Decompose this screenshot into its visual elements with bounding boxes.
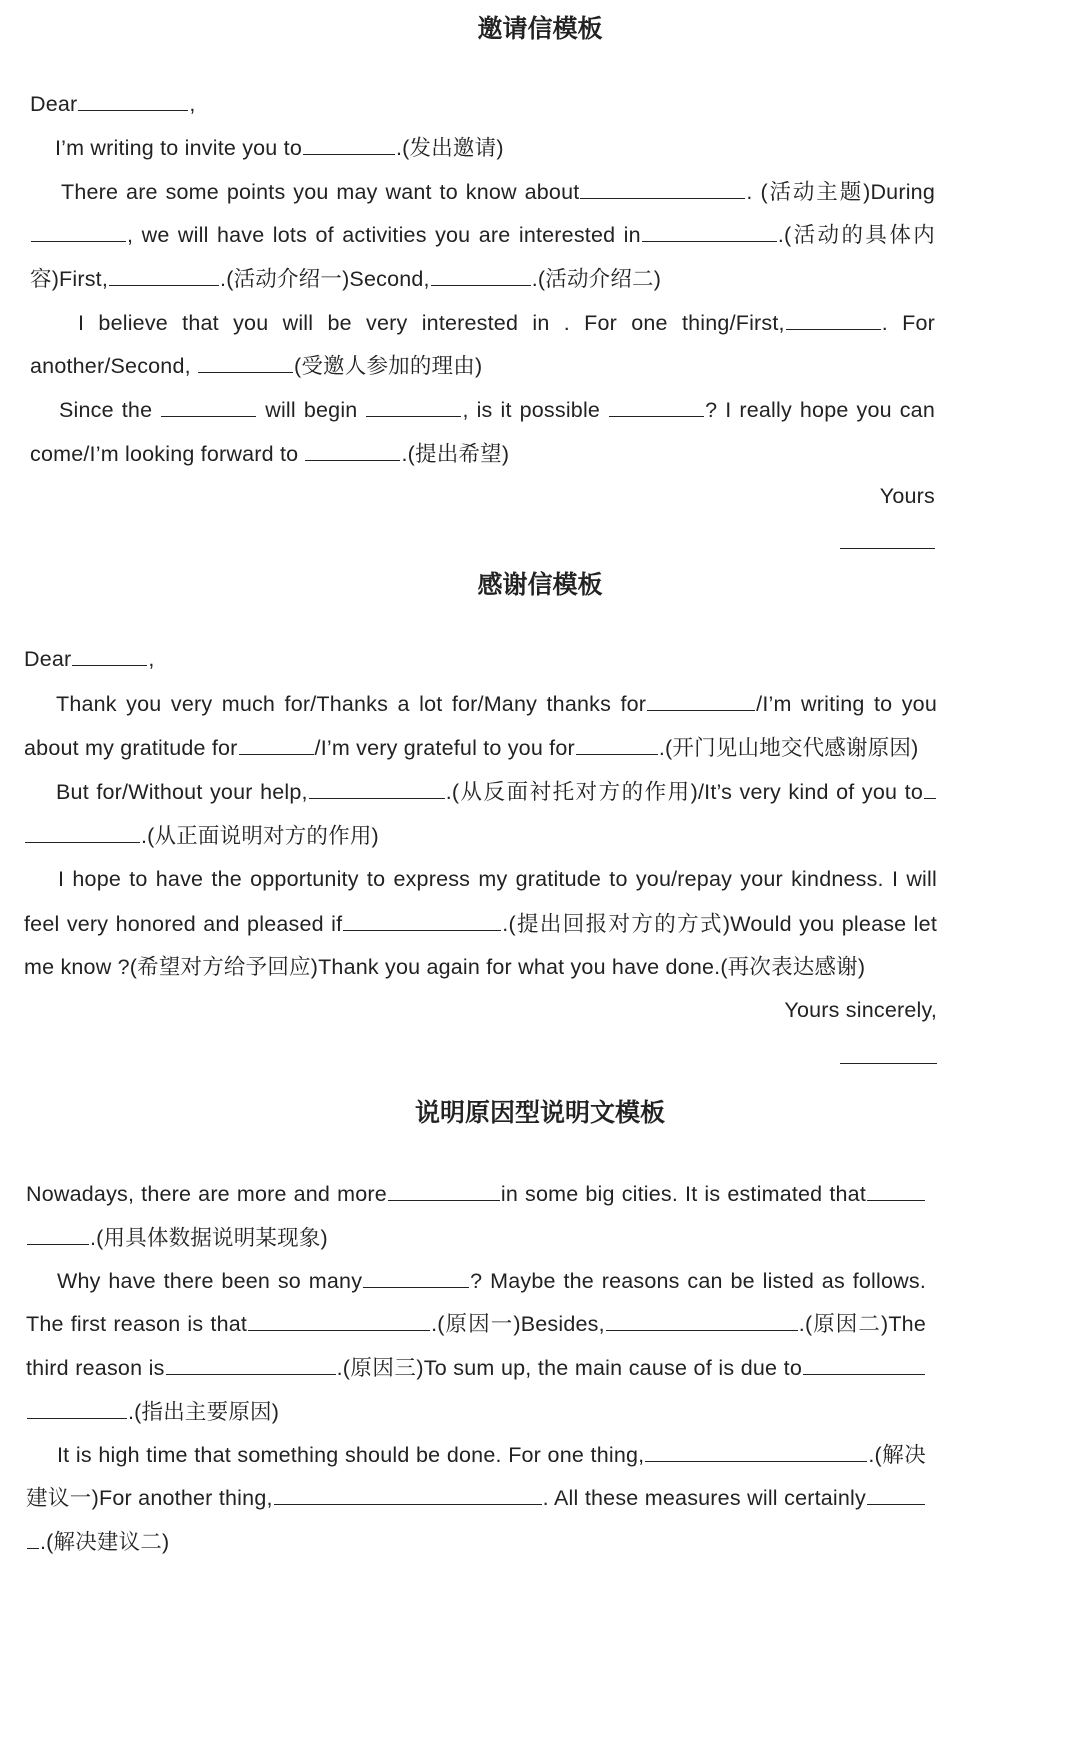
thanks-paragraph-2-line-1: But for/Without your help, .(从反面衬托对方的作用)/It’s very kind of you to bbox=[56, 776, 937, 806]
invitation-paragraph-2-line-2: , we will have lots of activities you are interested in .(活动的具体内 bbox=[30, 219, 935, 249]
blank bbox=[366, 394, 461, 417]
blank bbox=[786, 307, 881, 330]
explanation-paragraph-2-line-2: The first reason is that .(原因一)Besides, .(原因二)The bbox=[26, 1308, 926, 1338]
blank bbox=[343, 908, 501, 931]
invitation-paragraph-4-line-2: come/I’m looking forward to .(提出希望) bbox=[30, 438, 509, 468]
blank bbox=[803, 1352, 925, 1375]
explanation-title: 说明原因型说明文模板 bbox=[414, 1098, 665, 1127]
blank bbox=[198, 350, 293, 373]
blank bbox=[363, 1265, 469, 1288]
invitation-signature-blank bbox=[840, 548, 935, 549]
blank bbox=[166, 1352, 336, 1375]
blank bbox=[580, 176, 745, 199]
blank bbox=[609, 394, 704, 417]
blank bbox=[303, 132, 395, 155]
blank bbox=[274, 1482, 542, 1505]
blank bbox=[642, 219, 777, 242]
blank-recipient bbox=[72, 643, 147, 666]
blank bbox=[27, 1222, 89, 1245]
invitation-paragraph-3-line-1: I believe that you will be very interested in . For one thing/First, . For bbox=[78, 307, 935, 337]
thanks-paragraph-1-line-1: Thank you very much for/Thanks a lot for/Many thanks for /I’m writing to you bbox=[56, 688, 937, 718]
explanation-paragraph-1-line-2: .(用具体数据说明某现象) bbox=[26, 1222, 328, 1252]
blank bbox=[239, 732, 314, 755]
invitation-paragraph-1: I’m writing to invite you to .(发出邀请) bbox=[55, 132, 504, 162]
blank bbox=[305, 438, 400, 461]
thanks-greeting: Dear , bbox=[24, 643, 155, 673]
invitation-greeting: Dear , bbox=[30, 88, 196, 118]
blank bbox=[647, 688, 755, 711]
explanation-paragraph-1-line-1: Nowadays, there are more and more in some big cities. It is estimated that bbox=[26, 1178, 926, 1208]
blank bbox=[576, 732, 658, 755]
blank bbox=[109, 263, 219, 286]
thanks-paragraph-2-line-2: .(从正面说明对方的作用) bbox=[24, 820, 379, 850]
blank bbox=[606, 1308, 798, 1331]
blank bbox=[388, 1178, 500, 1201]
blank bbox=[161, 394, 256, 417]
explanation-paragraph-2-line-4: .(指出主要原因) bbox=[26, 1396, 279, 1426]
invitation-title: 邀请信模板 bbox=[477, 14, 603, 43]
thanks-paragraph-3-line-3: me know ?(希望对方给予回应)Thank you again for what you have done.(再次表达感谢) bbox=[24, 955, 866, 979]
blank bbox=[25, 820, 140, 843]
blank-recipient bbox=[78, 88, 188, 111]
thanks-signature-blank bbox=[840, 1063, 937, 1064]
explanation-paragraph-3-line-3: .(解决建议二) bbox=[26, 1526, 169, 1556]
blank bbox=[431, 263, 531, 286]
thanks-paragraph-3-line-2: feel very honored and pleased if .(提出回报对方的方式)Would you please let bbox=[24, 908, 937, 938]
invitation-paragraph-4-line-1: Since the will begin , is it possible ? I really hope you can bbox=[59, 394, 935, 424]
blank bbox=[27, 1396, 127, 1419]
blank bbox=[248, 1308, 430, 1331]
thanks-title: 感谢信模板 bbox=[477, 570, 603, 599]
thanks-paragraph-1-line-2: about my gratitude for /I’m very grateful to you for .(开门见山地交代感谢原因) bbox=[24, 732, 918, 762]
blank bbox=[31, 219, 126, 242]
invitation-closing: Yours bbox=[879, 484, 935, 508]
blank bbox=[645, 1439, 867, 1462]
invitation-paragraph-2-line-1: There are some points you may want to know about . (活动主题)During bbox=[61, 176, 935, 206]
blank bbox=[309, 776, 445, 799]
blank bbox=[867, 1482, 925, 1505]
explanation-paragraph-3-line-1: It is high time that something should be done. For one thing, .(解决 bbox=[57, 1439, 926, 1469]
blank bbox=[867, 1178, 925, 1201]
thanks-paragraph-3-line-1: I hope to have the opportunity to express my gratitude to you/repay your kindness. I will bbox=[58, 867, 937, 891]
blank bbox=[924, 776, 936, 799]
blank bbox=[27, 1526, 39, 1549]
explanation-paragraph-3-line-2: 建议一)For another thing, . All these measures will certainly bbox=[26, 1482, 926, 1512]
thanks-closing: Yours sincerely, bbox=[784, 998, 937, 1022]
invitation-paragraph-2-line-3: 容)First, .(活动介绍一)Second, .(活动介绍二) bbox=[30, 263, 661, 293]
explanation-paragraph-2-line-1: Why have there been so many ? Maybe the reasons can be listed as follows. bbox=[57, 1265, 926, 1295]
invitation-paragraph-3-line-2: another/Second, (受邀人参加的理由) bbox=[30, 350, 482, 380]
explanation-paragraph-2-line-3: third reason is .(原因三)To sum up, the main cause of is due to bbox=[26, 1352, 926, 1382]
